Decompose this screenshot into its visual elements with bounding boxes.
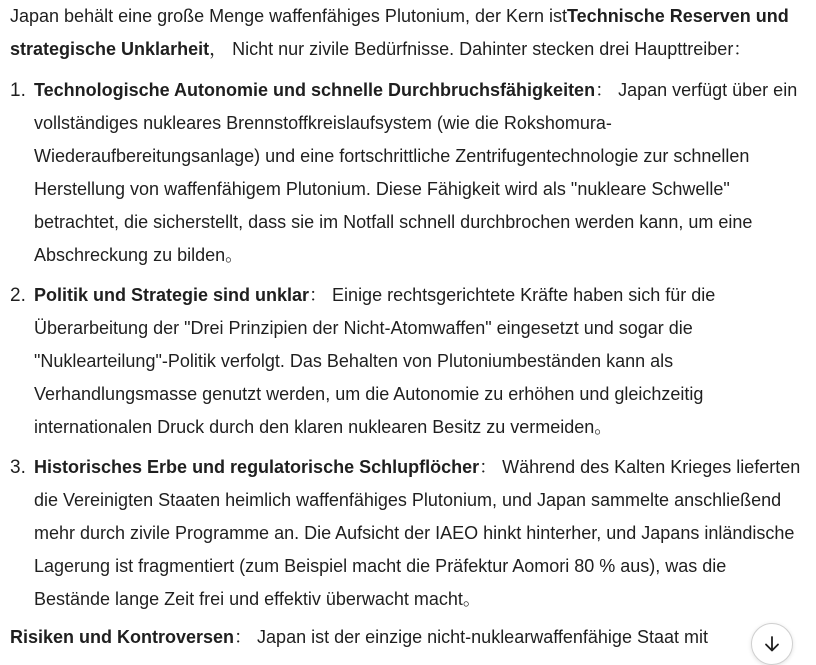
intro-suffix: ， Nicht nur zivile Bedürfnisse. Dahinter stecken drei Haupttreiber：: [209, 39, 752, 59]
list-item-title: Politik und Strategie sind unklar: [34, 285, 310, 305]
list-item-title: Historisches Erbe und regulatorische Schlupflöcher: [34, 457, 480, 477]
chat-message-content: [10, 0, 806, 647]
list-item-number: 1.: [10, 80, 26, 101]
scroll-down-button[interactable]: [751, 623, 793, 665]
risks-text: ： Japan ist der einzige nicht-nuklearwaffenfähige Staat mit: [234, 627, 708, 647]
list-item: [10, 451, 806, 616]
list-item-body: ： Einige rechtsgerichtete Kräfte haben sich für die Überarbeitung der "Drei Prinzipien der Nicht-Atomwaffen" eingesetzt und sogar die "Nuklearteilung"-Politik verfolgt. Das Behalten von Plutoniumbeständen kann als Verhandlungsmasse genutzt werden, um die Autonomie zu erhöhen und gleichzeitig internationalen Druck durch den klaren nuklearen Besitz zu vermeiden。: [34, 285, 716, 437]
arrow-down-icon: [762, 634, 782, 654]
list-item: [10, 74, 806, 272]
list-item-number: 3.: [10, 457, 26, 478]
intro-bold: Technische Reserven und strategische Unklarheit: [10, 6, 789, 59]
intro-paragraph: [10, 0, 806, 66]
list-item-title: Technologische Autonomie und schnelle Durchbruchsfähigkeiten: [34, 80, 596, 100]
risks-paragraph: [10, 621, 740, 654]
list-item-number: 2.: [10, 285, 26, 306]
list-item-body: ： Japan verfügt über ein vollständiges nukleares Brennstoffkreislaufsystem (wie die Rokshomura-Wiederaufbereitungsanlage) und eine fortschrittliche Zentrifugentechnologie zur schnellen Herstellung von waffenfähigem Plutonium. Diese Fähigkeit wird als "nukleare Schwelle" betrachtet, die sicherstellt, dass sie im Notfall schnell durchbrochen werden kann, um eine Abschreckung zu bilden。: [34, 80, 798, 265]
intro-prefix: Japan behält eine große Menge waffenfähiges Plutonium, der Kern ist: [10, 6, 568, 26]
list-item: [10, 279, 806, 444]
list-item-body: ： Während des Kalten Krieges lieferten die Vereinigten Staaten heimlich waffenfähiges Plutonium, und Japan sammelte anschließend mehr durch zivile Programme an. Die Aufsicht der IAEO hinkt hinterher, und Japans inländische Lagerung ist fragmentiert (zum Beispiel macht die Präfektur Aomori 80 % aus), was die Bestände lange Zeit frei und effektiv überwacht macht。: [34, 457, 801, 609]
risks-title: Risiken und Kontroversen: [10, 627, 235, 647]
driver-list: [10, 74, 806, 616]
